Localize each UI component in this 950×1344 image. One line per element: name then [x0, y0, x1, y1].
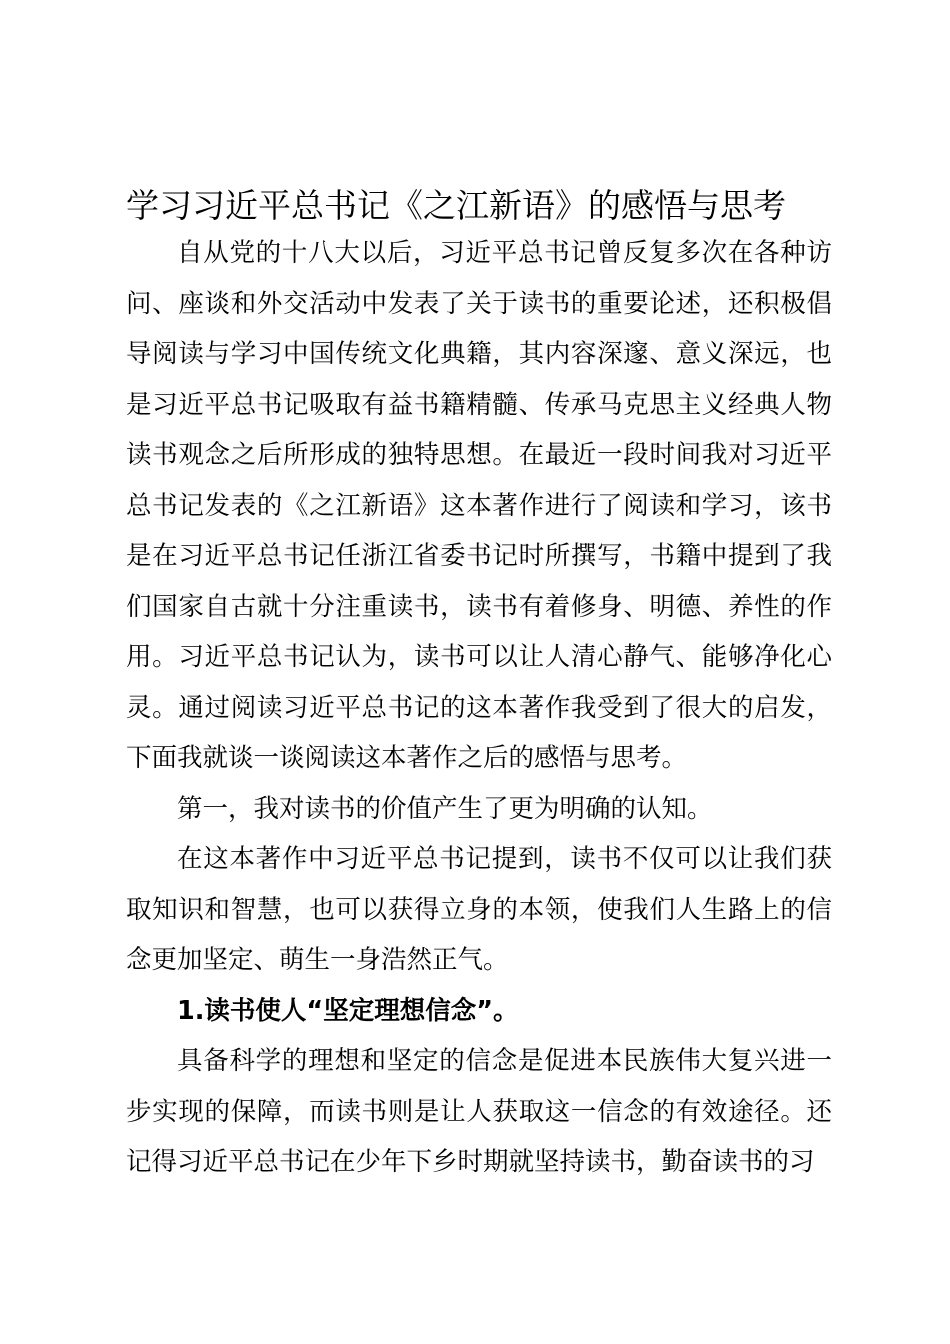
subheading-firm-ideals: 1.读书使人“坚定理想信念”。: [177, 995, 519, 1026]
paragraph-point-one: 第一，我对读书的价值产生了更为明确的认知。: [177, 793, 713, 824]
document-body: [126, 228, 832, 1188]
document-title: 学习习近平总书记《之江新语》的感悟与思考: [126, 186, 786, 225]
paragraph-firm-ideals-detail: 具备科学的理想和坚定的信念是促进本民族伟大复兴进一步实现的保障，而读书则是让人获取这一信念的有效途径。还记得习近平总书记在少年下乡时期就坚持读书，勤奋读书的习: [126, 1046, 832, 1177]
paragraph-intro: 自从党的十八大以后，习近平总书记曾反复多次在各种访问、座谈和外交活动中发表了关于读书的重要论述，还积极倡导阅读与学习中国传统文化典籍，其内容深邃、意义深远，也是习近平总书记吸取有益书籍精髓、传承马克思主义经典人物读书观念之后所形成的独特思想。在最近一段时间我对习近平总书记发表的《之江新语》这本著作进行了阅读和学习，该书是在习近平总书记任浙江省委书记时所撰写，书籍中提到了我们国家自古就十分注重读书，读书有着修身、明德、养性的作用。习近平总书记认为，读书可以让人清心静气、能够净化心灵。通过阅读习近平总书记的这本著作我受到了很大的启发，下面我就谈一谈阅读这本著作之后的感悟与思考。: [126, 238, 832, 773]
paragraph-point-one-detail: 在这本著作中习近平总书记提到，读书不仅可以让我们获取知识和智慧，也可以获得立身的本领，使我们人生路上的信念更加坚定、萌生一身浩然正气。: [126, 844, 832, 975]
